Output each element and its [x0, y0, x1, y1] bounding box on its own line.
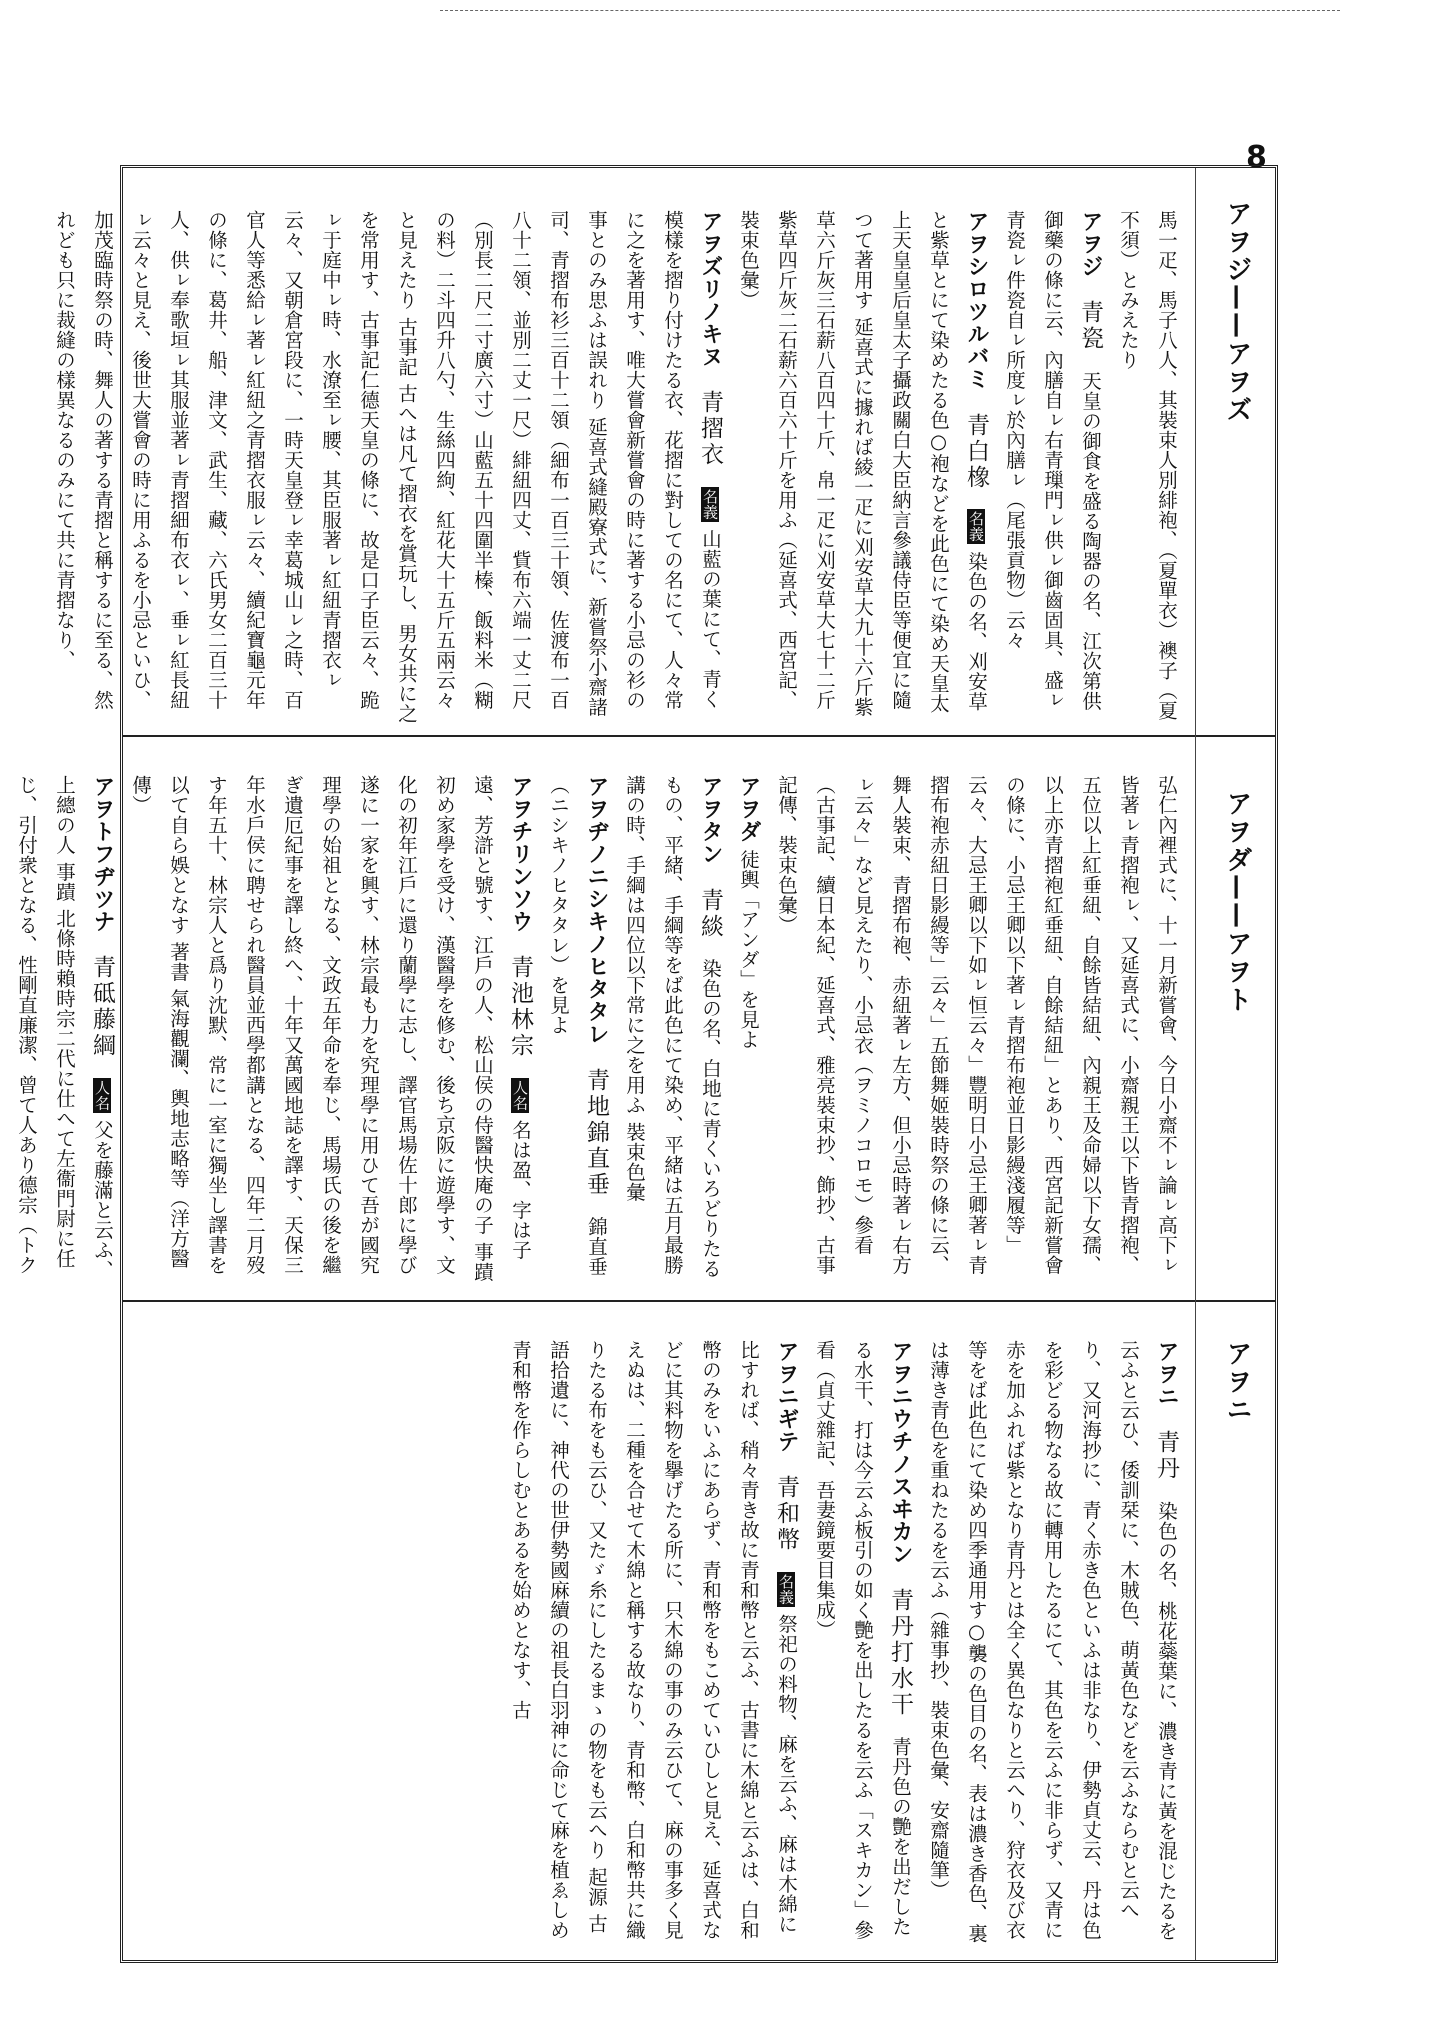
entry-kanji: 青砥藤綱: [89, 955, 115, 1060]
entry-text: 染色の名、刈安草と紫草とにて染めたる色○袍などを此色にて染め天皇太上天皇皇后皇太子攝政關白大臣納言參議侍臣等便宜に隨つて著用す 延喜式に據れば綾一疋に刈安草大九十六斤紫草六斤灰三石薪八百四十斤、帛一疋に刈安草大七十二斤紫草四斤灰二石薪六百六十斤を用ふ（延喜式、西宮記、裝束色彙）: [737, 210, 988, 717]
dictionary-entry: [501, 1340, 805, 1950]
entry-text: 染色の名、桃花蘂葉に、濃き青に黃を混じたるを云ふと云ひ、倭訓栞に、木賊色、萌黃色などを云ふならむと云へり、又河海抄に、青く赤き色といふは非なり、伊勢貞丈云、丹は色を彩どる物なる故に轉用したるにて、其色を云ふに非らず、又青に赤を加ふれば紫となり青丹とは全く異色なりと云へり、狩衣及び衣等をば此色にて染め四季通用す○襲の色目の名、表は濃き香色、裏は薄き青色を重ねたるを云ふ（雜事抄、裝束色彙、安齋隨筆）: [927, 1340, 1178, 1944]
entry-headword: アヲチリンソウ: [508, 775, 533, 933]
guide-word: アヲジ——アヲズ: [1222, 200, 1252, 424]
entry-tag: 人名: [511, 1079, 529, 1111]
entry-headword: アヲトフヂツナ: [90, 775, 115, 933]
dictionary-entry: [45, 210, 729, 725]
entry-headword: アヲニウチノスヰカン: [888, 1340, 913, 1565]
entry-text: 祭祀の料物、麻を云ふ、麻は木綿に比すれば、稍々青き故に青和幣と云ふ、古書に木綿と云ふは、白和幣のみをいふにあらず、青和幣をもこめていひしと見え、延喜式などに其料物を擧げたる所に、只木綿の事のみ云ひて、麻の事多く見えぬは、二種を合せて木綿と稱する故なり、青和幣、白和幣共に織りたる布をも云ひ、又たゞ糸にしたるまゝの物をも云へり 起源 古語拾遺に、神代の世伊勢國麻續の祖長白羽神に命じて麻を植ゑしめ青和幣を作らしむとあるを始めとなす、古: [509, 1340, 798, 1940]
entry-text: 父を藤滿と云ふ、上總の人 事蹟 北條時賴時宗二代に仕へて左衞門尉に任じ、引付衆となる、性剛直廉潔、曾て人あり德宗（トク: [15, 775, 114, 1280]
entry-kanji: 青白橡: [963, 412, 989, 491]
dictionary-section-1: [53, 210, 1185, 725]
dictionary-entry: [805, 1340, 919, 1950]
entry-text: 馬一疋、馬子八人、其裝束人別緋袍、（夏單衣）襖子（夏不須）とみえたり: [1117, 210, 1178, 721]
dictionary-entry: [919, 1340, 1185, 1950]
entry-kanji: 青摺衣: [697, 390, 723, 469]
entry-text: 天皇の御食を盛る陶器の名、江次第供御藥の條に云、內膳自ㇾ右青璅門ㇾ供ㇾ御齒固具、盛ㇾ青瓷ㇾ件瓷自ㇾ所度ㇾ於內膳ㇾ（尾張貢物）云々: [1003, 210, 1102, 711]
dictionary-entry: [767, 775, 1185, 1290]
page-number: 8: [1246, 140, 1267, 175]
dictionary-entry: [1109, 210, 1185, 725]
entry-text: 青丹色の艷を出だしたる水干、打は今云ふ板引の如く艷を出したるを云ふ「スキカン」參看（貞丈雜記、吾妻鏡要目集成）: [813, 1340, 912, 1940]
entry-kanji: 青緂: [697, 887, 723, 940]
dictionary-entry: [539, 775, 615, 1290]
section-divider: [123, 1300, 1275, 1302]
guide-word: アヲニ: [1222, 1340, 1252, 1424]
entry-text: 山藍の葉にて、青く模樣を摺り付けたる衣、花摺に對しての名にて、人々常に之を著用す、唯大嘗會新嘗會の時に著する小忌の衫の事とのみ思ふは誤れり 延喜式縫殿寮式に、新嘗祭小齋諸司、青摺布衫三百十二領（細布一百三十領、佐渡布一百八十二領、並別二丈一尺）緋紐四丈、貲布六端一丈二尺（別長二尺二寸廣六寸）山藍五十四圍半榛、飯料米（糊の料）二斗四升八勺、生絲四絇、紅花大十五斤五兩云々と見えたり 古事記 古へは凡て摺衣を賞玩し、男女共に之を常用す、古事記仁德天皇の條に、故是口子臣云々、跪ㇾ于庭中ㇾ時、水潦至ㇾ腰、其臣服著ㇾ紅紐青摺衣ㇾ云々、又朝倉宮段に、一時天皇登ㇾ幸葛城山ㇾ之時、百官人等悉給ㇾ著ㇾ紅紐之青摺衣服ㇾ云々、續紀寶龜元年の條に、葛井、船、津文、武生、藏、六氏男女二百三十人、供ㇾ奉歌垣ㇾ其服並著ㇾ青摺細布衣ㇾ、垂ㇾ紅長紐ㇾ云々と見え、後世大嘗會の時に用ふるを小忌といひ、加茂臨時祭の時、舞人の著する青摺と稱するに至る、然れども只に裁縫の樣異なるのみにて共に青摺なり、: [53, 210, 722, 724]
entry-text: 弘仁內裡式に、十一月新嘗會、今日小齋不ㇾ論ㇾ高下ㇾ皆著ㇾ青摺袍ㇾ、又延喜式に、小齋親王以下皆青摺袍、五位以上紅垂紐、自餘皆結紐、內親王及命婦以下女孺、以上亦青摺袍紅垂紐、自餘結紐」とあり、西宮記新嘗會の條に、小忌王卿以下著ㇾ青摺布袍並日影縵淺履等」云々、大忌王卿以下如ㇾ恒云々」豐明日小忌王卿著ㇾ青摺布袍赤紐日影縵等」云々」五節舞姬裝時祭の條に云、舞人裝束、青摺布袍、赤紐著ㇾ左方、但小忌時著ㇾ右方ㇾ云々」など見えたり、小忌衣（ヲミノコロモ）參看（古事記、續日本紀、延喜式、雅亮裝束抄、飾抄、古事記傳、裝束色彙）: [775, 775, 1178, 1275]
dictionary-entry: [729, 775, 767, 1290]
entry-headword: アヲニ: [1154, 1340, 1179, 1408]
dictionary-entry: [995, 210, 1109, 725]
dictionary-entry: [729, 210, 995, 725]
entry-tag: 人名: [93, 1079, 111, 1111]
entry-kanji: 青池林宗: [507, 955, 533, 1060]
entry-tag: 名義: [777, 1573, 795, 1605]
entry-headword: アヲヂノニシキノヒタタレ: [584, 775, 609, 1045]
dictionary-entry: [615, 775, 729, 1290]
entry-headword: アヲズリノキヌ: [698, 210, 723, 368]
entry-headword: アヲシロツルバミ: [964, 210, 989, 390]
entry-headword: アヲニギテ: [774, 1340, 799, 1453]
entry-text: 錦直垂（ニシキノヒタタレ）を見よ: [547, 775, 608, 1277]
dictionary-section-2: [15, 775, 1185, 1290]
entry-tag: 名義: [701, 488, 719, 520]
entry-kanji: 青丹: [1153, 1430, 1179, 1483]
guide-column-divider: [1195, 168, 1196, 1960]
entry-kanji: 青地錦直垂: [583, 1067, 609, 1198]
dictionary-section-3: [140, 1340, 1185, 1950]
entry-kanji: 青和幣: [773, 1475, 799, 1554]
entry-headword: アヲタン: [698, 775, 723, 865]
dictionary-entry: [0, 775, 121, 1290]
top-dashed-line: [440, 10, 1340, 11]
dictionary-entry: [121, 775, 539, 1290]
entry-kanji: 青瓷: [1077, 300, 1103, 353]
entry-headword: アヲダ: [736, 775, 761, 843]
entry-text: 染色の名、白地に青くいろどりたるもの、平緒、手綱等をば此色にて染め、平緒は五月最勝講の時、手綱は四位以下常に之を用ふ 裝束色彙: [623, 775, 722, 1279]
entry-kanji: 青丹打水干: [887, 1587, 913, 1718]
entry-headword: アヲジ: [1078, 210, 1103, 278]
entry-text: 名は盈、字は子遠、芳滸と號す、江戶の人、松山侯の侍醫快庵の子 事蹟 初め家學を受け、漢醫學を修む、後ち京阪に遊學す、文化の初年江戶に還り蘭學に志し、譯官馬場佐十郎に學び遂に一家を興す、林宗最も力を究理學に用ひて吾が國究理學の始祖となる、文政五年命を奉じ、馬場氏の後を繼ぎ遺厄紀事を譯し終へ、十年又萬國地誌を譯す、天保三年水戶侯に聘せられ醫員並西學都講となる、四年二月歿す年五十、林宗人と爲り沈默、常に一室に獨坐し譯書を以て自ら娛となす 著書 氣海觀瀾、輿地志略等（洋方醫傳）: [129, 775, 532, 1282]
entry-tag: 名義: [967, 511, 985, 543]
guide-word: アヲダ——アヲト: [1222, 790, 1252, 1014]
section-divider: [123, 735, 1275, 737]
entry-text: 徒輿「アンダ」を見よ: [737, 849, 760, 1050]
